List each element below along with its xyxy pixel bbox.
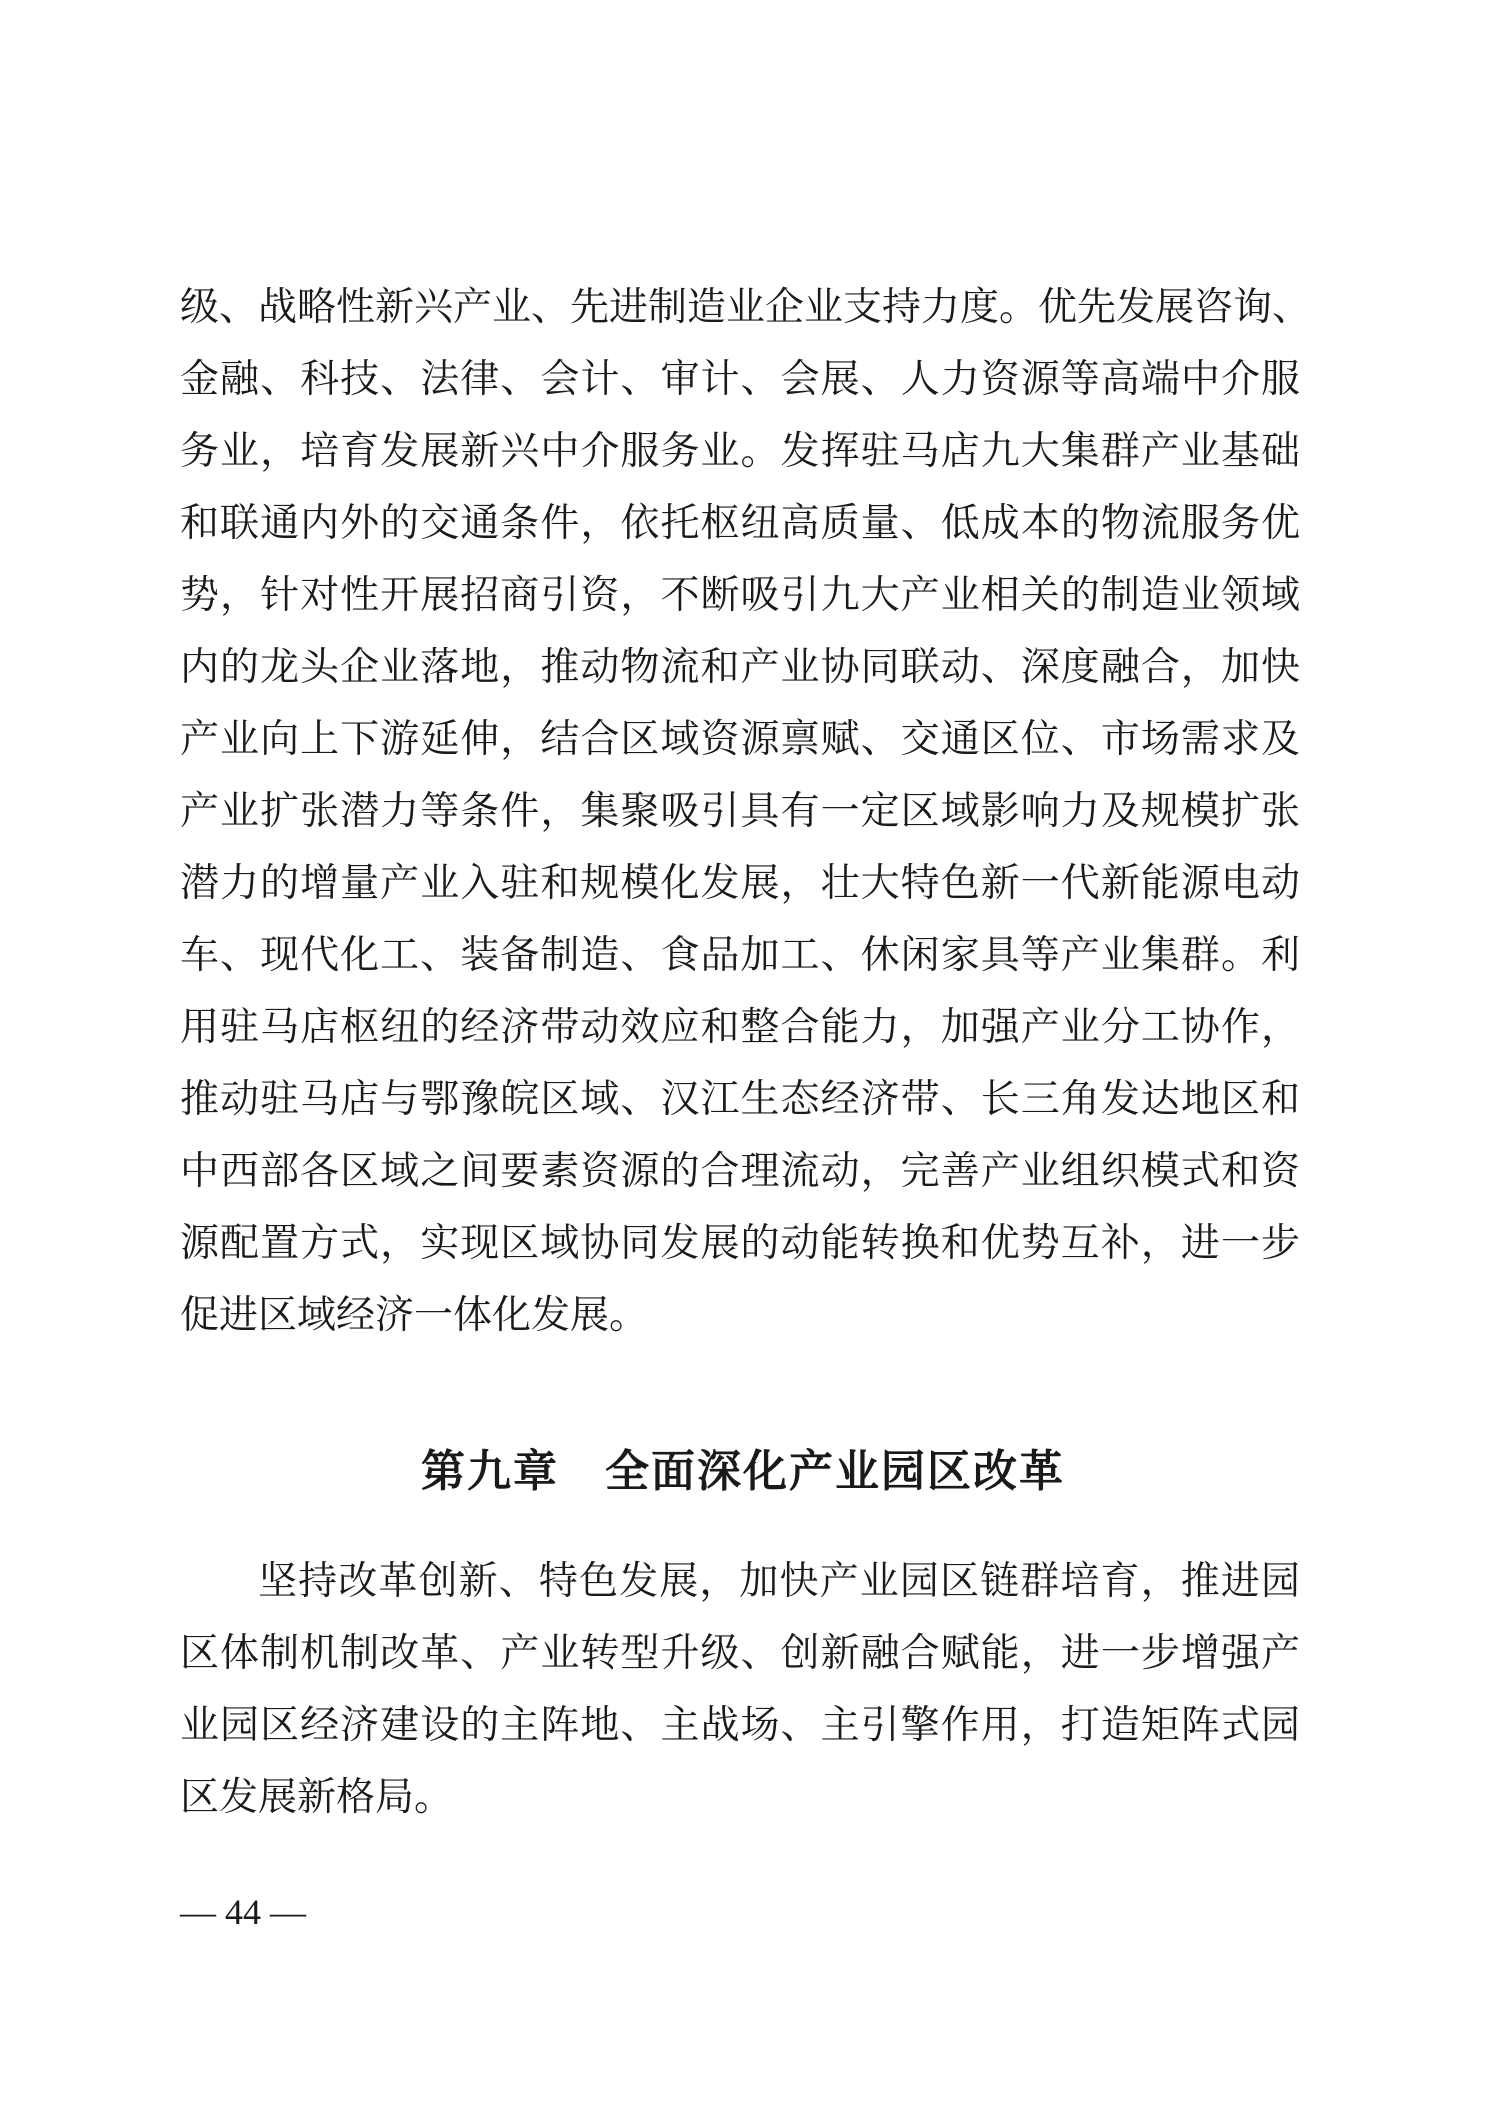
text-line: 促进区域经济一体化发展。 — [180, 1293, 649, 1338]
text-line: 车、现代化工、装备制造、食品加工、休闲家具等产业集群。利 — [180, 933, 1300, 978]
text-line: 坚持改革创新、特色发展，加快产业园区链群培育，推进园 — [258, 1559, 1300, 1604]
text-line: 和联通内外的交通条件，依托枢纽高质量、低成本的物流服务优 — [180, 501, 1300, 546]
text-line: 区体制机制改革、产业转型升级、创新融合赋能，进一步增强产 — [180, 1631, 1300, 1676]
text-line: 产业向上下游延伸，结合区域资源禀赋、交通区位、市场需求及 — [180, 717, 1300, 762]
text-line: 推动驻马店与鄂豫皖区域、汉江生态经济带、长三角发达地区和 — [180, 1077, 1300, 1122]
text-line: 中西部各区域之间要素资源的合理流动，完善产业组织模式和资 — [180, 1149, 1300, 1194]
text-line: 级、战略性新兴产业、先进制造业企业支持力度。优先发展咨询、 — [180, 285, 1312, 330]
text-line: 用驻马店枢纽的经济带动效应和整合能力，加强产业分工协作， — [180, 1005, 1300, 1050]
text-line: 金融、科技、法律、会计、审计、会展、人力资源等高端中介服 — [180, 357, 1300, 402]
chapter-heading: 第九章 全面深化产业园区改革 — [421, 1446, 1065, 1497]
text-line: 业园区经济建设的主阵地、主战场、主引擎作用，打造矩阵式园 — [180, 1703, 1300, 1748]
text-line: 源配置方式，实现区域协同发展的动能转换和优势互补，进一步 — [180, 1221, 1300, 1266]
text-line: 潜力的增量产业入驻和规模化发展，壮大特色新一代新能源电动 — [180, 861, 1300, 906]
text-line: 务业，培育发展新兴中介服务业。发挥驻马店九大集群产业基础 — [180, 429, 1300, 474]
text-line: 产业扩张潜力等条件，集聚吸引具有一定区域影响力及规模扩张 — [180, 789, 1300, 834]
text-line: 势，针对性开展招商引资，不断吸引九大产业相关的制造业领域 — [180, 573, 1300, 618]
page-number: — 44 — — [180, 1892, 306, 1932]
text-line: 内的龙头企业落地，推动物流和产业协同联动、深度融合，加快 — [180, 645, 1300, 690]
text-line: 区发展新格局。 — [180, 1775, 454, 1820]
